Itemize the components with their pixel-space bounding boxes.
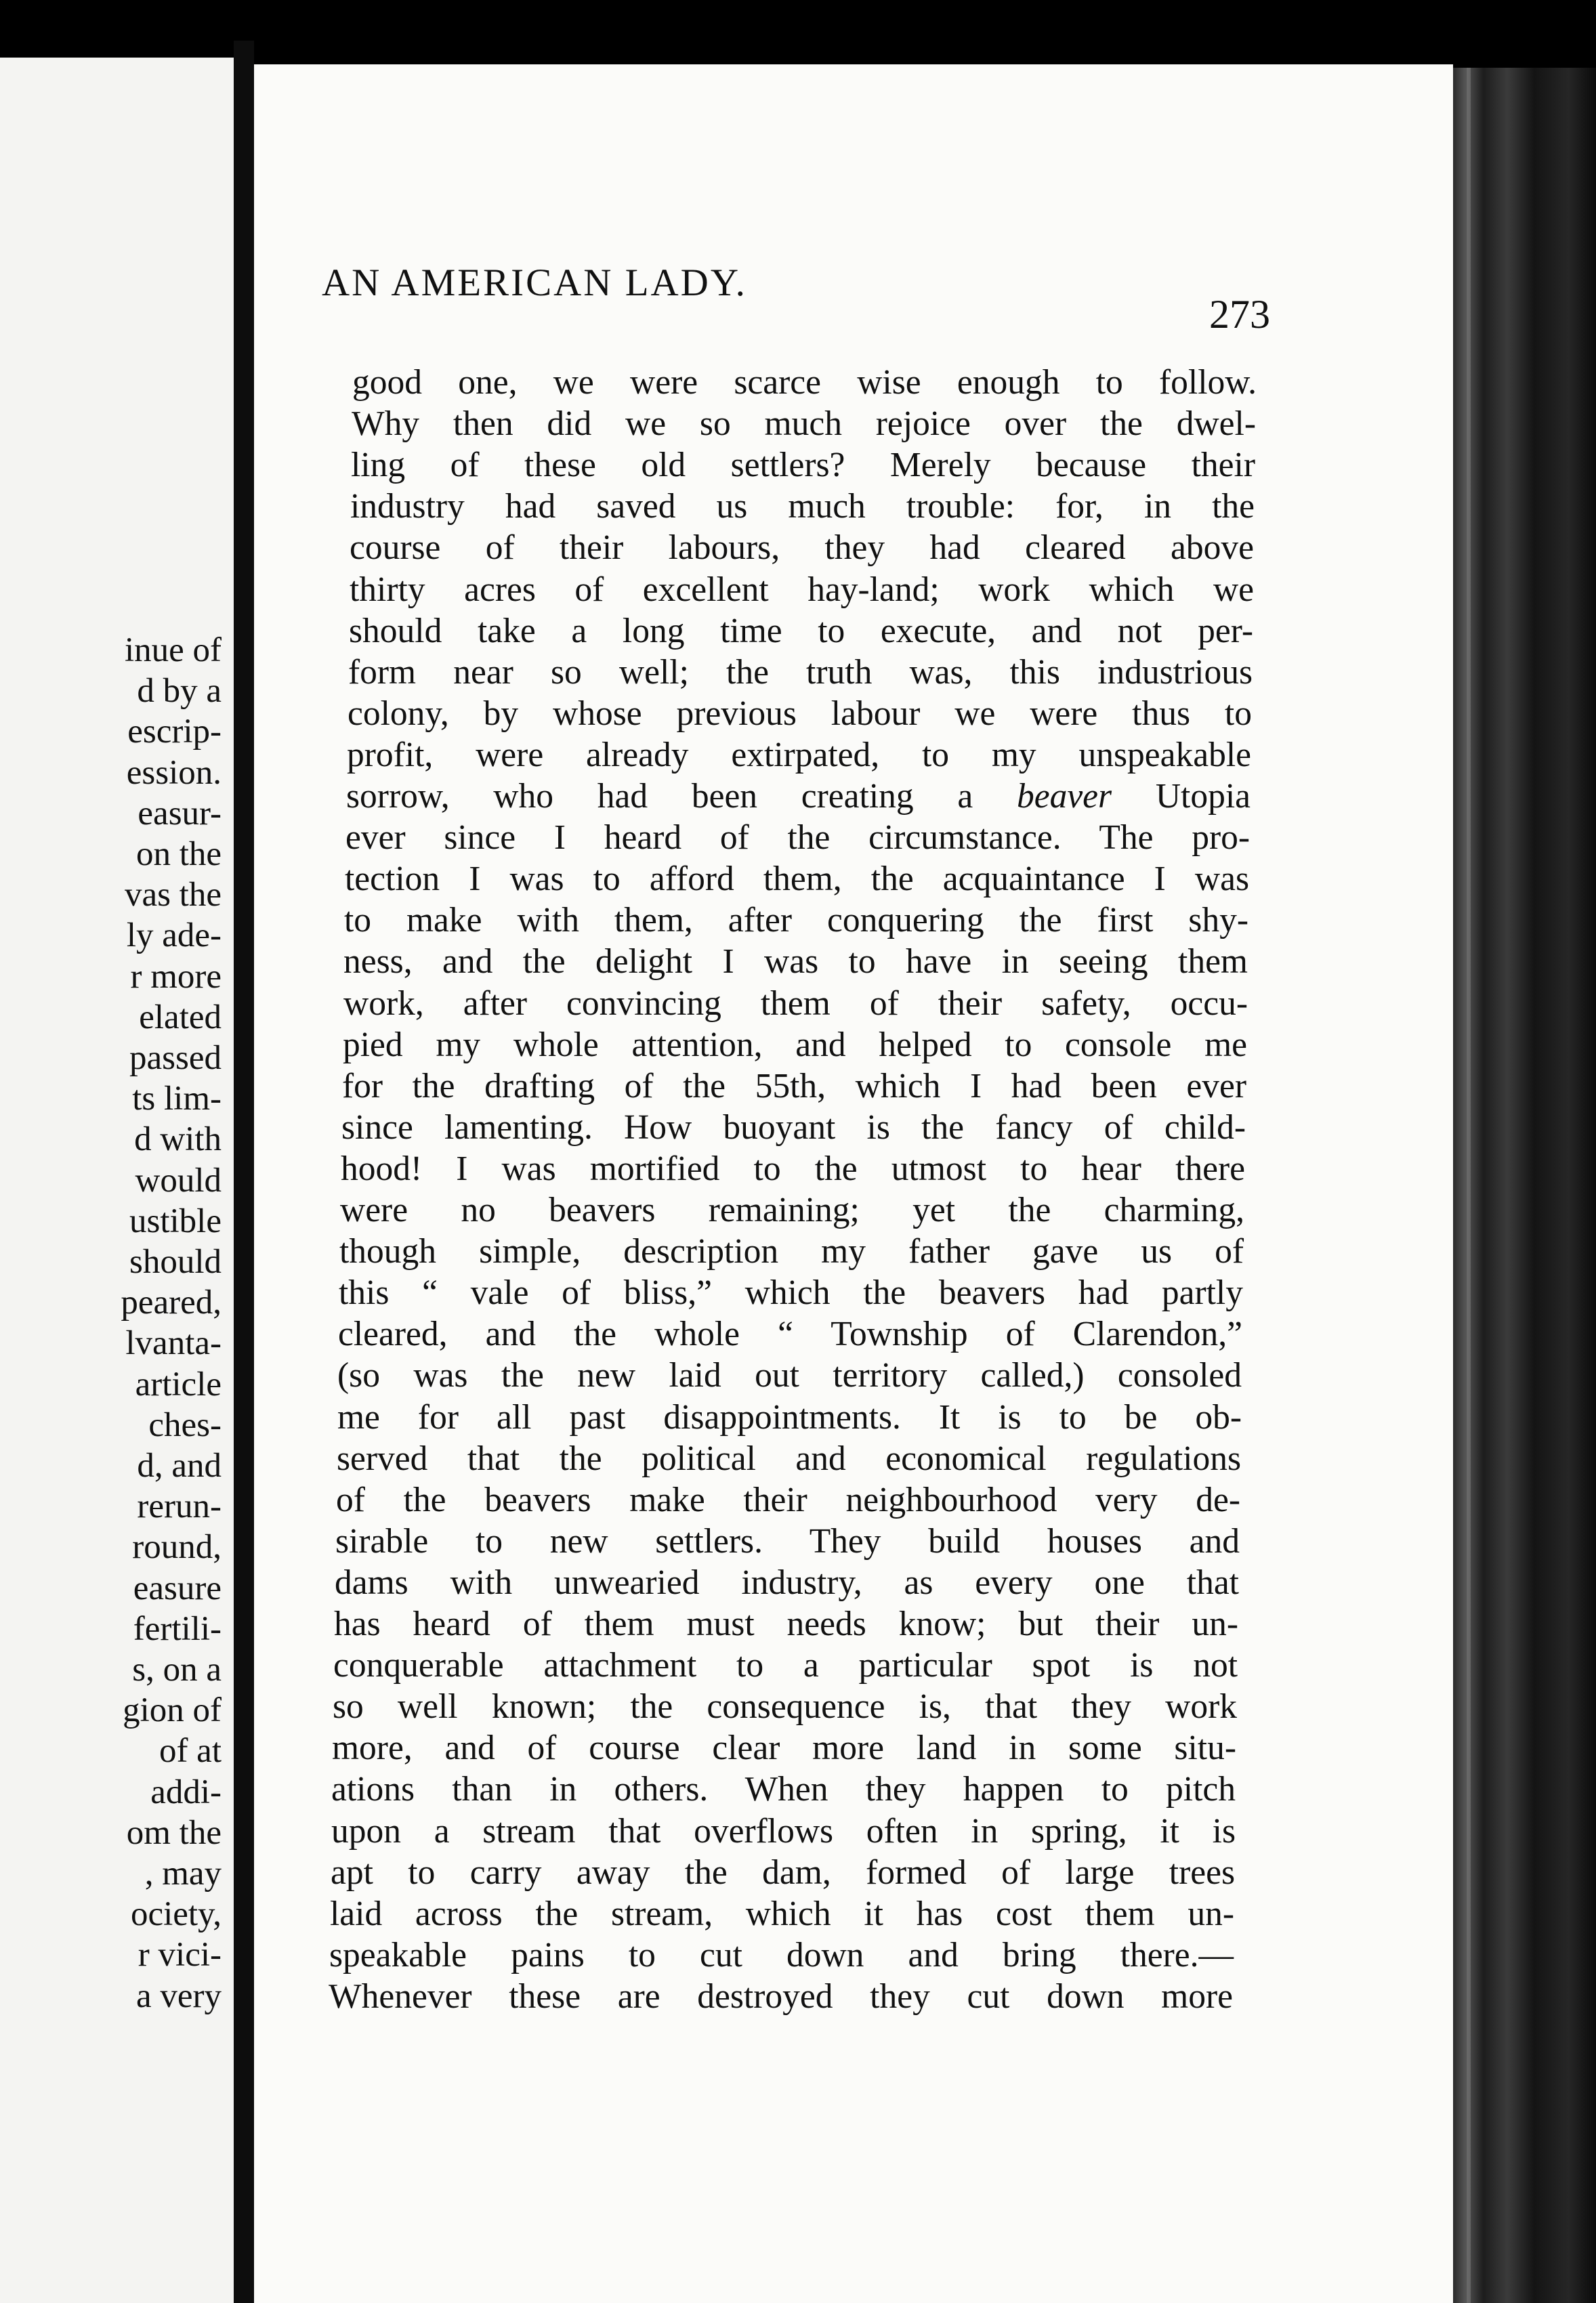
body-line: form near so well; the truth was, this industrious: [348, 653, 1253, 692]
previous-page-line: passed: [129, 1039, 222, 1077]
previous-page-line: vas the: [124, 876, 222, 914]
previous-page-line: should: [129, 1243, 222, 1281]
previous-page-line: r vici-: [138, 1936, 222, 1974]
body-line: speakable pains to cut down and bring there.—: [329, 1936, 1234, 1974]
body-line: served that the political and economical regulations: [337, 1439, 1241, 1478]
previous-page-line: , may: [144, 1855, 222, 1893]
body-line: since lamenting. How buoyant is the fancy of child-: [341, 1108, 1246, 1147]
previous-page-line: ly ade-: [126, 916, 222, 954]
previous-page-line: article: [135, 1366, 222, 1403]
body-line: has heard of them must needs know; but their un-: [334, 1605, 1238, 1643]
page-shadow: [234, 41, 254, 2303]
previous-page-line: a very: [135, 1977, 222, 2015]
body-line: dams with unwearied industry, as every one that: [335, 1563, 1239, 1602]
previous-page-line: d with: [134, 1120, 222, 1158]
body-line: me for all past disappointments. It is to be ob-: [337, 1398, 1242, 1437]
previous-page-line: ociety,: [130, 1895, 222, 1933]
body-line: good one, we were scarce wise enough to follow.: [352, 363, 1257, 402]
previous-page-line: d, and: [137, 1447, 222, 1485]
body-line: sirable to new settlers. They build houses and: [335, 1522, 1240, 1561]
binding-highlight: [1467, 68, 1471, 2303]
body-line: profit, were already extirpated, to my unspeakable: [347, 736, 1251, 774]
body-line: for the drafting of the 55th, which I had been ever: [342, 1067, 1246, 1105]
previous-page-line: d by a: [137, 672, 222, 710]
previous-page-line: gion of: [123, 1691, 222, 1729]
book-binding-edge: [1453, 68, 1596, 2303]
previous-page-line: addi-: [150, 1773, 222, 1811]
previous-page-line: ession.: [126, 754, 222, 792]
previous-page-line: of at: [159, 1732, 222, 1770]
body-line: so well known; the consequence is, that they work: [333, 1687, 1237, 1726]
body-line: thirty acres of excellent hay-land; work which we: [350, 570, 1254, 609]
body-line: ever since I heard of the circumstance. The pro-: [345, 818, 1250, 857]
page-number: 273: [1209, 292, 1270, 337]
body-line: though simple, description my father gave us of: [339, 1232, 1244, 1271]
previous-page-line: peared,: [121, 1284, 222, 1322]
body-line: laid across the stream, which it has cost them un-: [330, 1895, 1234, 1933]
body-line: ness, and the delight I was to have in seeing them: [343, 942, 1248, 981]
body-line: hood! I was mortified to the utmost to hear there: [341, 1149, 1245, 1188]
body-line: this “ vale of bliss,” which the beavers had partly: [339, 1273, 1243, 1312]
body-line: (so was the new laid out territory called,) consoled: [337, 1356, 1242, 1395]
body-line: of the beavers make their neighbourhood very de-: [336, 1481, 1240, 1519]
body-line: pied my whole attention, and helped to console me: [343, 1026, 1247, 1064]
previous-page-line: ustible: [129, 1202, 222, 1240]
body-line: Why then did we so much rejoice over the dwel-: [352, 404, 1256, 443]
emphasized-word: beaver: [1016, 777, 1112, 816]
body-line: were no beavers remaining; yet the charming,: [340, 1191, 1244, 1229]
body-line: sorrow, who had been creating a beaver Utopia: [346, 777, 1251, 816]
previous-page-line: lvanta-: [125, 1324, 222, 1362]
body-line: apt to carry away the dam, formed of large trees: [331, 1853, 1235, 1892]
previous-page-line: om the: [126, 1814, 222, 1852]
previous-page-line: ches-: [148, 1406, 222, 1444]
previous-page-line: r more: [130, 958, 222, 996]
previous-page-fragment: [0, 58, 234, 2303]
body-line: colony, by whose previous labour we were thus to: [348, 694, 1252, 733]
current-page: [254, 64, 1453, 2303]
previous-page-line: fertili-: [133, 1610, 222, 1648]
body-line: tection I was to afford them, the acquaintance I was: [345, 860, 1249, 898]
body-line: ling of these old settlers? Merely because their: [351, 446, 1255, 484]
previous-page-line: round,: [132, 1528, 222, 1566]
body-line: should take a long time to execute, and not per-: [349, 612, 1253, 650]
body-line: conquerable attachment to a particular spot is not: [333, 1646, 1238, 1685]
previous-page-line: ts lim-: [132, 1080, 222, 1118]
body-line: work, after convincing them of their safety, occu-: [343, 984, 1248, 1023]
previous-page-line: s, on a: [132, 1651, 222, 1689]
body-line: to make with them, after conquering the first shy-: [344, 901, 1248, 939]
previous-page-line: inue of: [124, 631, 222, 669]
previous-page-line: rerun-: [137, 1487, 222, 1525]
body-line: Whenever these are destroyed they cut down more: [329, 1977, 1233, 2016]
body-line: more, and of course clear more land in some situ-: [332, 1729, 1236, 1767]
running-head: AN AMERICAN LADY.: [322, 261, 747, 304]
previous-page-line: on the: [135, 835, 222, 873]
previous-page-line: would: [135, 1162, 222, 1200]
body-line: ations than in others. When they happen to pitch: [331, 1770, 1236, 1809]
previous-page-line: elated: [139, 998, 222, 1036]
previous-page-line: easure: [133, 1569, 222, 1607]
body-line: industry had saved us much trouble: for, in the: [350, 487, 1255, 526]
body-line: upon a stream that overflows often in spring, it is: [331, 1812, 1236, 1851]
body-line: cleared, and the whole “ Township of Clarendon,”: [338, 1315, 1242, 1353]
body-line: course of their labours, they had cleared above: [350, 528, 1254, 567]
previous-page-line: escrip-: [127, 713, 222, 751]
previous-page-line: easur-: [138, 795, 222, 832]
